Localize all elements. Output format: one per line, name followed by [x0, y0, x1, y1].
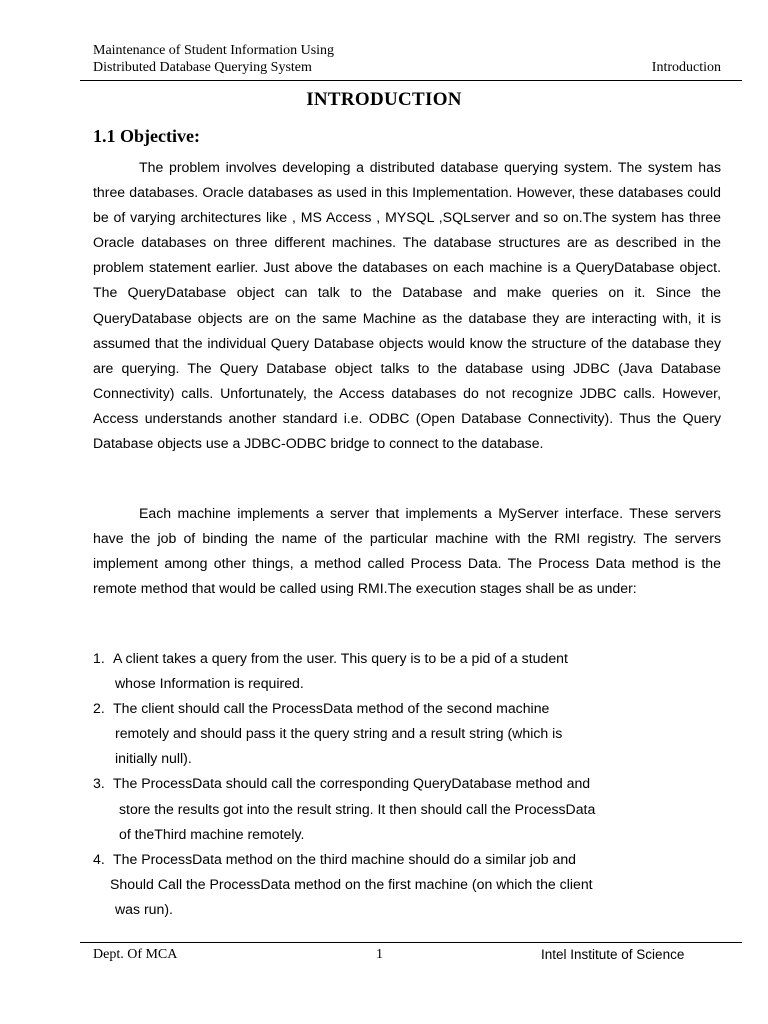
footer-institute: Intel Institute of Science: [541, 947, 685, 962]
page-number: 1: [376, 947, 383, 962]
list-item-continuation: was run).: [115, 900, 173, 917]
list-item-number: 1.: [93, 650, 105, 666]
list-item-continuation: Should Call the ProcessData method on the first machine (on which the client: [110, 875, 593, 892]
section-heading: 1.1 Objective:: [93, 126, 200, 146]
list-item-continuation: whose Information is required.: [115, 675, 304, 692]
list-item-number: 3.: [93, 775, 105, 792]
list-item: [93, 771, 693, 846]
header-section-name: Introduction: [651, 60, 721, 75]
footer-department: Dept. Of MCA: [93, 947, 178, 962]
list-item-continuation: initially null).: [115, 750, 192, 767]
list-item-continuation: of theThird machine remotely.: [119, 825, 305, 842]
execution-steps-list: [93, 646, 693, 922]
list-item-number: 4.: [93, 850, 105, 867]
list-item: [93, 847, 693, 922]
paragraph-2: Each machine implements a server that implements a MyServer interface. These servers have the job of binding the name of the particular machine with the RMI registry. The servers implement among other things, a method called Process Data. The Process Data method is the remote method that would be called using RMI.The execution stages shall be as under:: [93, 505, 721, 597]
list-item-number: 2.: [93, 700, 105, 717]
list-item-text: The ProcessData method on the third machine should do a similar job and: [113, 850, 577, 867]
footer-divider: [80, 942, 742, 943]
paragraph-1: The problem involves developing a distributed database querying system. The system has three databases. Oracle databases as used in this Implementation. However, these databases could be of varying architectures like , MS Access , MYSQL ,SQLserver and so on.The system has three Oracle databases on three different machines. The database structures are as described in the problem statement earlier. Just above the databases on each machine is a QueryDatabase object. The QueryDatabase object can talk to the Database and make queries on it. Since the QueryDatabase objects are on the same Machine as the database they are interacting with, it is assumed that the individual Query Database objects would know the structure of the database they are querying. The Query Database object talks to the database using JDBC (Java Database Connectivity) calls. Unfortunately, the Access databases do not recognize JDBC calls. However, Access understands another standard i.e. ODBC (Open Database Connectivity). Thus the Query Database objects use a JDBC-ODBC bridge to connect to the database.: [93, 159, 721, 452]
header-divider: [80, 80, 742, 81]
list-item: [93, 696, 693, 771]
page-title: INTRODUCTION: [306, 89, 462, 110]
list-item-continuation: remotely and should pass it the query string and a result string (which is: [115, 725, 563, 742]
list-item-text: The ProcessData should call the corresponding QueryDatabase method and: [113, 775, 591, 792]
list-item-continuation: store the results got into the result string. It then should call the ProcessData: [119, 800, 596, 817]
header-title-line-2: Distributed Database Querying System: [93, 60, 312, 75]
page-header: [93, 42, 721, 76]
list-item: [93, 646, 693, 696]
list-item-text: The client should call the ProcessData method of the second machine: [113, 700, 550, 717]
header-title-line-1: Maintenance of Student Information Using: [93, 43, 335, 58]
list-item-text: A client takes a query from the user. This query is to be a pid of a student: [113, 650, 568, 666]
